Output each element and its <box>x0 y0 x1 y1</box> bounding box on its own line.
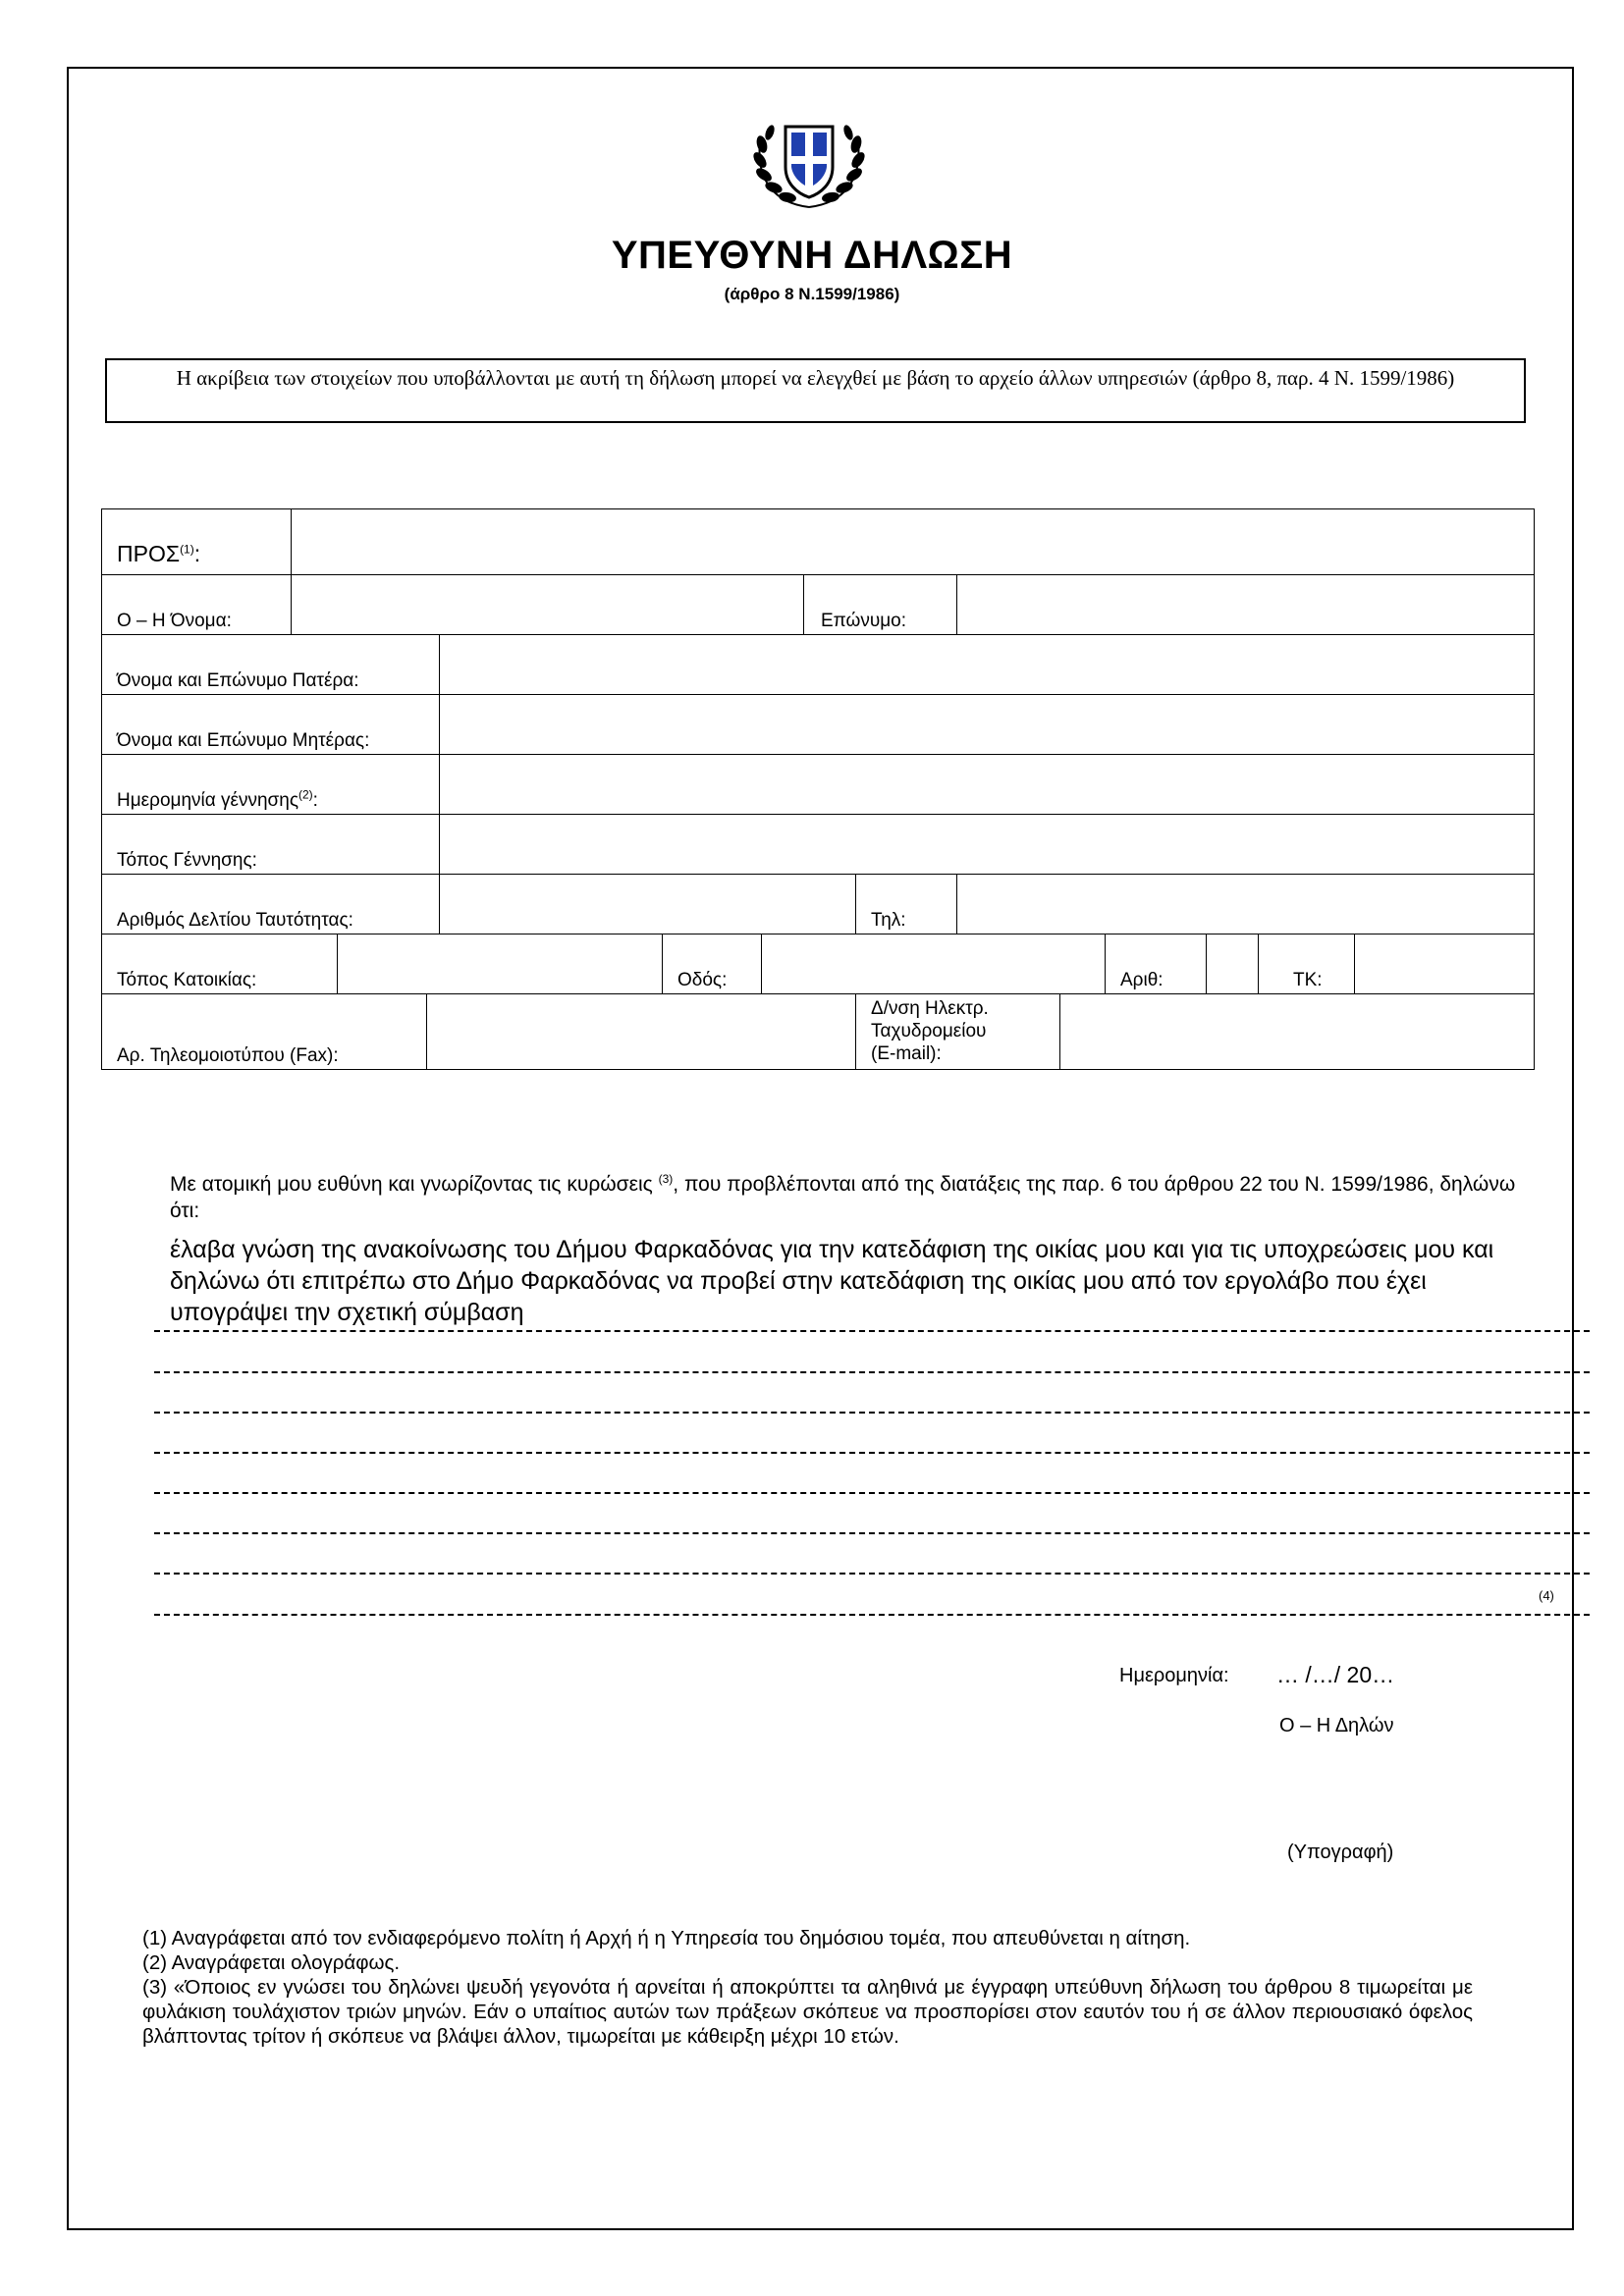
residence-label: Τόπος Κατοικίας: <box>117 970 257 990</box>
declaration-line <box>154 1614 1590 1616</box>
signature-field[interactable]: (Υπογραφή) <box>1287 1842 1394 1863</box>
fax-label: Αρ. Τηλεομοιοτύπου (Fax): <box>117 1045 339 1066</box>
phone-input[interactable] <box>956 874 1535 934</box>
surname-input[interactable] <box>956 574 1535 635</box>
footnote-1: (1) Αναγράφεται από τον ενδιαφερόμενο πολίτη ή Αρχή ή η Υπηρεσία του δημόσιου τομέα, που απευθύνεται η αίτηση. <box>142 1927 1191 1949</box>
date-field[interactable]: … /…/ 20… <box>1276 1662 1395 1687</box>
email-label-line-2: Ταχυδρομείου <box>871 1021 987 1041</box>
date-label: Ημερομηνία: <box>1119 1665 1229 1686</box>
phone-label: Τηλ: <box>871 910 906 931</box>
name-label: Ο – Η Όνομα: <box>117 611 232 631</box>
father-name-input[interactable] <box>439 634 1535 695</box>
residence-input[interactable] <box>337 934 663 994</box>
footnote-3: (3) «Όποιος εν γνώσει του δηλώνει ψευδή γεγονότα ή αρνείται ή αποκρύπτει τα αληθινά με έγγραφη υπεύθυνη δήλωση του άρθρου 8 τιμωρείται με φυλάκιση τουλάχιστον τριών μηνών. Εάν ο υπαίτιος αυτών των πράξεων σκόπευε να προσπορίσει στον εαυτόν του ή σε άλλον περιουσιακό όφελος βλάπτοντας τρίτον ή σκόπευε να βλάψει άλλον, τιμωρείται με κάθειρξη μέχρι 10 ετών. <box>142 1976 1473 2048</box>
declaration-line <box>154 1412 1590 1414</box>
name-input[interactable] <box>291 574 804 635</box>
birthplace-input[interactable] <box>439 814 1535 875</box>
declaration-line <box>154 1330 1590 1332</box>
footnotes <box>142 1926 1473 2049</box>
email-label-line-1: Δ/νση Ηλεκτρ. <box>871 998 989 1019</box>
declarant-label: Ο – Η Δηλών <box>1279 1715 1394 1736</box>
postcode-label: ΤΚ: <box>1293 970 1323 990</box>
footnote-2: (2) Αναγράφεται ολογράφως. <box>142 1951 401 1974</box>
document-title: ΥΠΕΥΘΥΝΗ ΔΗΛΩΣΗ <box>611 234 1013 277</box>
declaration-text[interactable]: έλαβα γνώση της ανακοίνωσης του Δήμου Φαρκαδόνας για την κατεδάφιση της οικίας μου και για τις υποχρεώσεις μου και δηλώνω ότι επιτρέπω στο Δήμο Φαρκαδόνας να προβεί στην κατεδάφιση της οικίας μου από τον εργολάβο που έχει υπογράψει την σχετική σύμβαση <box>170 1236 1494 1326</box>
to-input[interactable] <box>291 508 1535 575</box>
father-name-label: Όνομα και Επώνυμο Πατέρα: <box>117 670 359 691</box>
surname-label: Επώνυμο: <box>821 611 907 631</box>
declaration-intro: Με ατομική μου ευθύνη και γνωρίζοντας τις κυρώσεις $^{(3)}$, που προβλέπονται από της διατάξεις της παρ. 6 του άρθρου 22 του Ν. 1599/1986, δηλώνω ότι: <box>170 1172 1516 1222</box>
greek-coat-of-arms-emblem <box>746 113 872 211</box>
mother-name-label: Όνομα και Επώνυμο Μητέρας: <box>117 730 370 751</box>
document-subtitle: (άρθρο 8 Ν.1599/1986) <box>724 285 900 303</box>
email-label-line-3: (E-mail): <box>871 1043 942 1064</box>
birthdate-label: Ημερομηνία γέννησης$^{(2)}$: <box>117 787 318 811</box>
to-label: ΠΡΟΣ$^{(1)}$: <box>117 541 201 566</box>
declaration-line <box>154 1492 1590 1494</box>
fax-input[interactable] <box>426 993 856 1070</box>
number-label: Αριθ: <box>1120 970 1164 990</box>
mother-name-input[interactable] <box>439 694 1535 755</box>
birthdate-input[interactable] <box>439 754 1535 815</box>
email-input[interactable] <box>1059 993 1535 1070</box>
declaration-line <box>154 1573 1590 1575</box>
declaration-line <box>154 1452 1590 1454</box>
street-input[interactable] <box>761 934 1106 994</box>
id-number-label: Αριθμός Δελτίου Ταυτότητας: <box>117 910 353 931</box>
declaration-line <box>154 1371 1590 1373</box>
number-input[interactable] <box>1206 934 1259 994</box>
birthplace-label: Τόπος Γέννησης: <box>117 850 257 871</box>
street-label: Οδός: <box>677 970 728 990</box>
id-number-input[interactable] <box>439 874 856 934</box>
email-label <box>871 997 989 1065</box>
postcode-input[interactable] <box>1354 934 1535 994</box>
footnote-marker-4: (4) <box>1539 1588 1554 1603</box>
verification-notice: Η ακρίβεια των στοιχείων που υποβάλλονται με αυτή τη δήλωση μπορεί να ελεγχθεί με βάση το αρχείο άλλων υπηρεσιών (άρθρο 8, παρ. 4 Ν. 1599/1986) <box>105 358 1526 423</box>
declaration-line <box>154 1532 1590 1534</box>
